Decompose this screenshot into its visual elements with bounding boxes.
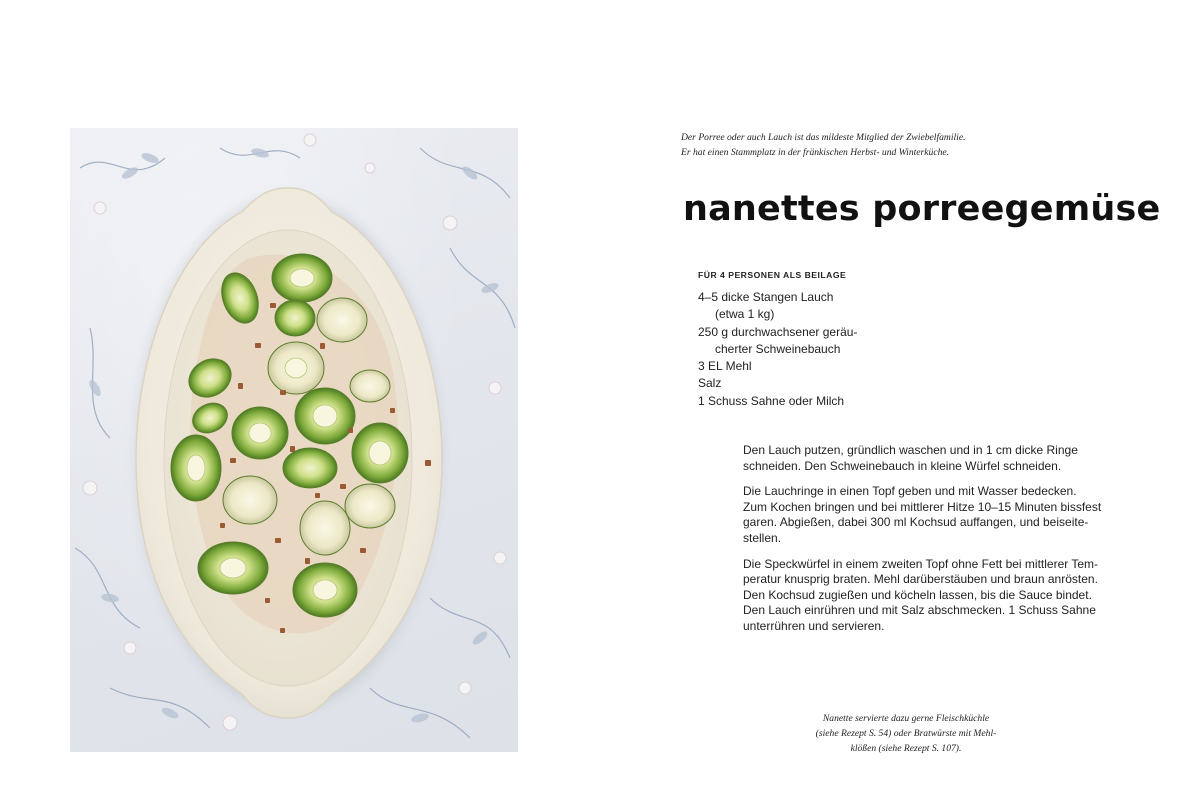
- intro-text: [681, 130, 1081, 160]
- footnote-line: klößen (siehe Rezept S. 107).: [850, 743, 962, 754]
- step-line: Den Kochsud zugießen und köcheln lassen, bis die Sauce bindet.: [743, 587, 1092, 602]
- preparation-steps: [743, 443, 1123, 645]
- leek-dish-icon: [70, 128, 518, 752]
- step-paragraph: [743, 484, 1123, 546]
- ingredient-item: Salz: [698, 376, 722, 391]
- step-line: peratur knusprig braten. Mehl darüberstäuben und braun anrösten.: [743, 572, 1098, 587]
- step-line: Den Lauch putzen, gründlich waschen und in 1 cm dicke Ringe: [743, 443, 1078, 457]
- footnote-line: Nanette servierte dazu gerne Fleischküchle: [822, 713, 990, 724]
- step-line: Zum Kochen bringen und bei mittlerer Hitze 10–15 Minuten bissfest: [743, 499, 1102, 514]
- footnote-line: (siehe Rezept S. 54) oder Bratwürste mit Mehl-: [815, 728, 997, 739]
- step-line: Die Lauchringe in einen Topf geben und mit Wasser bedecken.: [743, 484, 1077, 499]
- intro-line: Der Porree oder auch Lauch ist das mildeste Mitglied der Zwiebelfamilie.: [681, 132, 966, 143]
- step-line: garen. Abgießen, dabei 300 ml Kochsud auffangen, und beiseite-: [743, 515, 1089, 530]
- ingredient-item: 3 EL Mehl: [698, 359, 752, 374]
- step-paragraph: [743, 443, 1123, 474]
- serving-suggestion: [790, 711, 1022, 756]
- step-line: Die Speckwürfel in einem zweiten Topf ohne Fett bei mittlerer Tem-: [743, 556, 1099, 571]
- step-paragraph: [743, 557, 1123, 635]
- ingredient-item: 4–5 dicke Stangen Lauch: [698, 290, 834, 304]
- ingredient-item: (etwa 1 kg): [715, 307, 775, 322]
- step-line: unterrühren und servieren.: [743, 618, 885, 633]
- step-line: stellen.: [743, 530, 782, 545]
- step-line: Den Lauch einrühren und mit Salz abschmecken. 1 Schuss Sahne: [743, 603, 1096, 618]
- ingredients-list: [698, 289, 857, 410]
- ingredient-item: cherter Schweinebauch: [715, 341, 841, 356]
- ingredient-item: 250 g durchwachsener geräu-: [698, 324, 858, 339]
- step-line: schneiden. Den Schweinebauch in kleine Würfel schneiden.: [743, 458, 1062, 473]
- dish-photo: [70, 128, 518, 752]
- recipe-title: nanettes porreegemüse: [683, 189, 1161, 229]
- servings-label: FÜR 4 PERSONEN ALS BEILAGE: [698, 270, 847, 280]
- intro-line: Er hat einen Stammplatz in der fränkischen Herbst- und Winterküche.: [681, 147, 950, 158]
- ingredient-item: 1 Schuss Sahne oder Milch: [698, 393, 845, 408]
